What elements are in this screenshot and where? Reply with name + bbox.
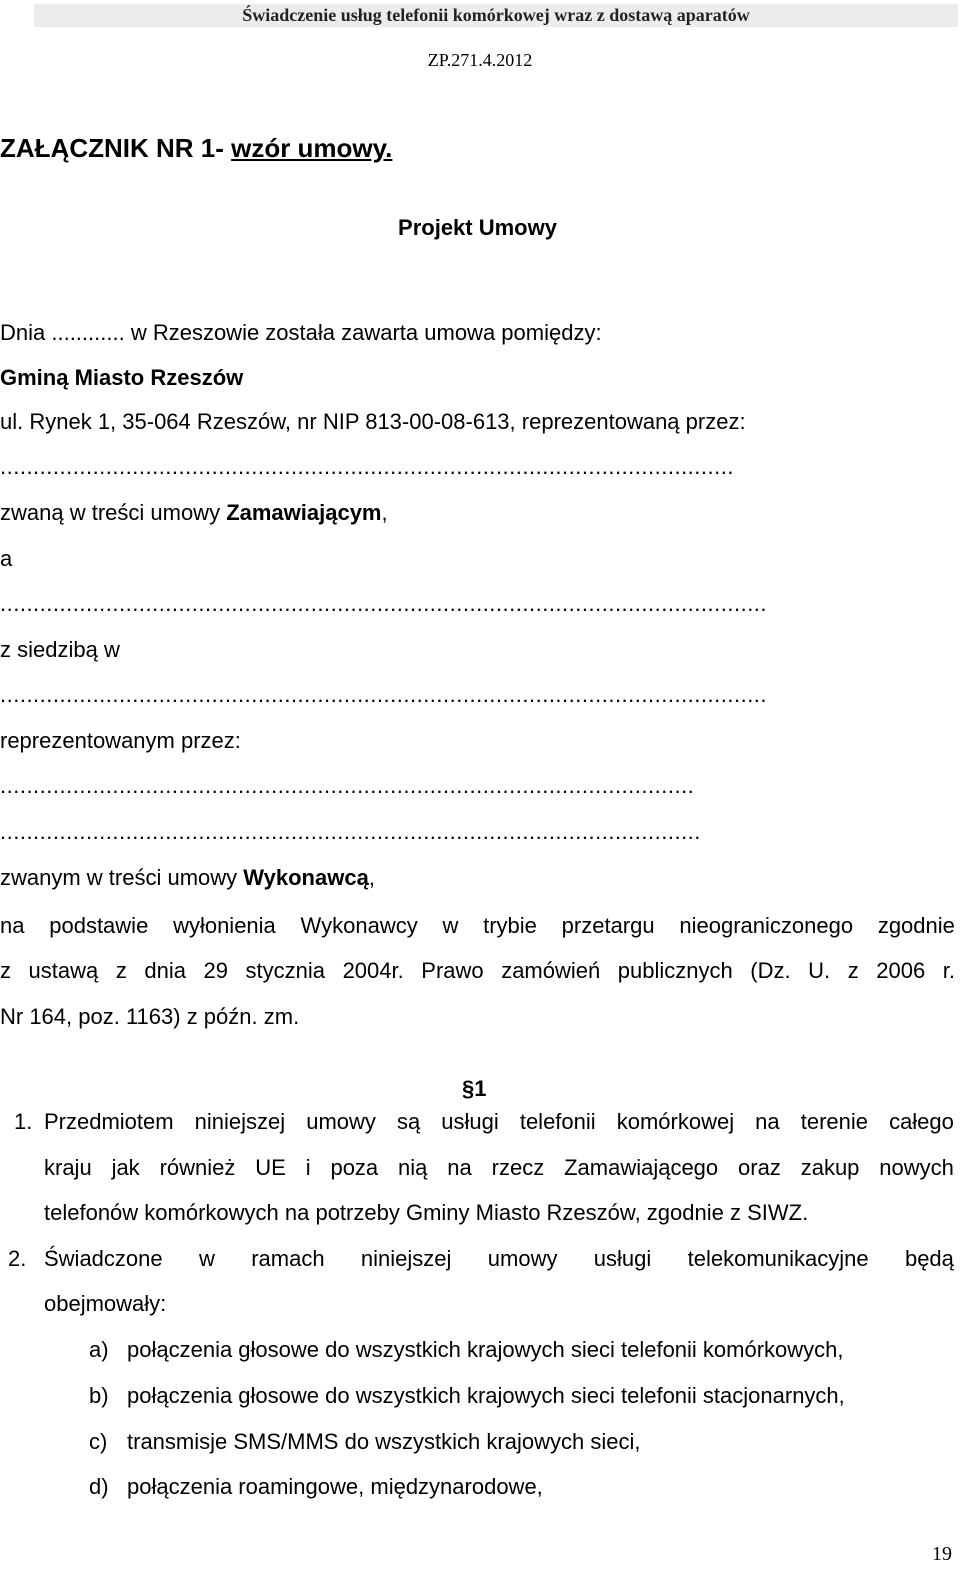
project-title: Projekt Umowy	[398, 215, 557, 240]
word: i	[305, 1155, 311, 1180]
word: na	[0, 913, 25, 938]
word: komórkowej	[616, 1109, 735, 1134]
word: z	[115, 958, 127, 983]
word: ustawą	[28, 958, 99, 983]
and-line: a	[0, 546, 13, 571]
party1-name: Gminą Miasto Rzeszów	[0, 365, 244, 390]
word: zakup	[800, 1155, 860, 1180]
party1-address: ul. Rynek 1, 35-064 Rzeszów, nr NIP 813-00-08-613, reprezentowaną przez:	[0, 409, 746, 434]
word: (Dz.	[750, 958, 791, 983]
word: niniejszej	[360, 1246, 452, 1271]
word: Przedmiotem	[44, 1109, 174, 1134]
basis-line-1	[0, 912, 955, 940]
word: rzecz	[491, 1155, 545, 1180]
sub-b-label: b)	[89, 1383, 109, 1408]
word: terenie	[800, 1109, 868, 1134]
word: dnia	[144, 958, 186, 983]
item1-line-1	[44, 1108, 954, 1136]
item1-number: 1.	[14, 1109, 33, 1134]
word: nią	[398, 1155, 428, 1180]
item1-line-3: telefonów komórkowych na potrzeby Gminy Miasto Rzeszów, zgodnie z SIWZ.	[44, 1200, 809, 1225]
header-title: Świadczenie usług telefonii komórkowej wraz z dostawą aparatów	[242, 5, 750, 25]
called1-bold: Zamawiającym	[226, 500, 382, 525]
attachment-underlined: wzór umowy.	[231, 133, 393, 163]
word: z	[0, 958, 11, 983]
dots-line-5: ..........................................................................................................	[0, 819, 701, 844]
called2-prefix: zwanym w treści umowy	[0, 865, 244, 890]
word: Wykonawcy	[300, 913, 418, 938]
sub-c-text: transmisje SMS/MMS do wszystkich krajowych sieci,	[127, 1429, 641, 1454]
word: nieograniczonego	[679, 913, 854, 938]
word: w	[442, 913, 459, 938]
word: 2006	[876, 958, 926, 983]
word: umowy	[487, 1246, 558, 1271]
word: r.	[942, 958, 955, 983]
word: poza	[330, 1155, 379, 1180]
word: publicznych	[617, 958, 733, 983]
sub-b-text: połączenia głosowe do wszystkich krajowych sieci telefonii stacjonarnych,	[127, 1383, 845, 1408]
called-line-1	[0, 499, 388, 527]
word: w	[198, 1246, 215, 1271]
section-heading: §1	[462, 1076, 487, 1101]
word: UE	[255, 1155, 286, 1180]
word: całego	[889, 1109, 954, 1134]
word: telekomunikacyjne	[687, 1246, 869, 1271]
called1-suffix: ,	[381, 500, 388, 525]
word: 2004r.	[342, 958, 404, 983]
word: U.	[808, 958, 831, 983]
represented-line: reprezentowanym przez:	[0, 728, 241, 753]
dots-line-3: ....................................................................................................................	[0, 682, 768, 707]
attachment-prefix: ZAŁĄCZNIK NR 1-	[0, 133, 232, 163]
word: trybie	[483, 913, 537, 938]
word: nowych	[879, 1155, 954, 1180]
basis-line-3: Nr 164, poz. 1163) z późn. zm.	[0, 1004, 300, 1029]
word: przetargu	[561, 913, 655, 938]
called2-bold: Wykonawcą	[243, 865, 369, 890]
dots-line-2: ....................................................................................................................	[0, 591, 768, 616]
called2-suffix: ,	[368, 865, 375, 890]
word: stycznia	[245, 958, 326, 983]
word: są	[396, 1109, 421, 1134]
date-line: Dnia ............ w Rzeszowie została zawarta umowa pomiędzy:	[0, 320, 602, 345]
seat-line: z siedzibą w	[0, 637, 120, 662]
item1-line-2	[44, 1154, 954, 1182]
word: również	[159, 1155, 236, 1180]
document-code: ZP.271.4.2012	[427, 50, 533, 70]
sub-c-label: c)	[89, 1429, 108, 1454]
word: telefonii	[519, 1109, 596, 1134]
word: jak	[111, 1155, 140, 1180]
item2-line-2: obejmowały:	[44, 1291, 167, 1316]
word: usługi	[593, 1246, 652, 1271]
word: zamówień	[501, 958, 601, 983]
word: na	[755, 1109, 780, 1134]
word: 29	[203, 958, 228, 983]
word: Zamawiającego	[564, 1155, 719, 1180]
word: Świadczone	[44, 1246, 163, 1271]
word: z	[847, 958, 859, 983]
called1-prefix: zwaną w treści umowy	[0, 500, 227, 525]
page-number: 19	[932, 1543, 952, 1565]
word: oraz	[738, 1155, 781, 1180]
word: Prawo	[421, 958, 484, 983]
word: kraju	[44, 1155, 92, 1180]
word: niniejszej	[194, 1109, 286, 1134]
word: ramach	[251, 1246, 325, 1271]
sub-a-label: a)	[89, 1337, 109, 1362]
dots-line-4: .........................................................................................................	[0, 773, 695, 798]
called-line-2	[0, 864, 375, 892]
sub-d-label: d)	[89, 1474, 109, 1499]
word: zgodnie	[877, 913, 955, 938]
dots-line-1: ...............................................................................................................	[0, 454, 734, 479]
word: wyłonienia	[173, 913, 276, 938]
item2-line-1	[44, 1245, 954, 1273]
item2-number: 2.	[8, 1246, 27, 1271]
word: umowy	[306, 1109, 376, 1134]
word: podstawie	[49, 913, 149, 938]
sub-a-text: połączenia głosowe do wszystkich krajowych sieci telefonii komórkowych,	[127, 1337, 844, 1362]
word: będą	[904, 1246, 954, 1271]
word: usługi	[441, 1109, 499, 1134]
sub-d-text: połączenia roamingowe, międzynarodowe,	[127, 1474, 543, 1499]
basis-line-2	[0, 957, 955, 985]
attachment-title	[0, 133, 392, 164]
word: na	[447, 1155, 472, 1180]
